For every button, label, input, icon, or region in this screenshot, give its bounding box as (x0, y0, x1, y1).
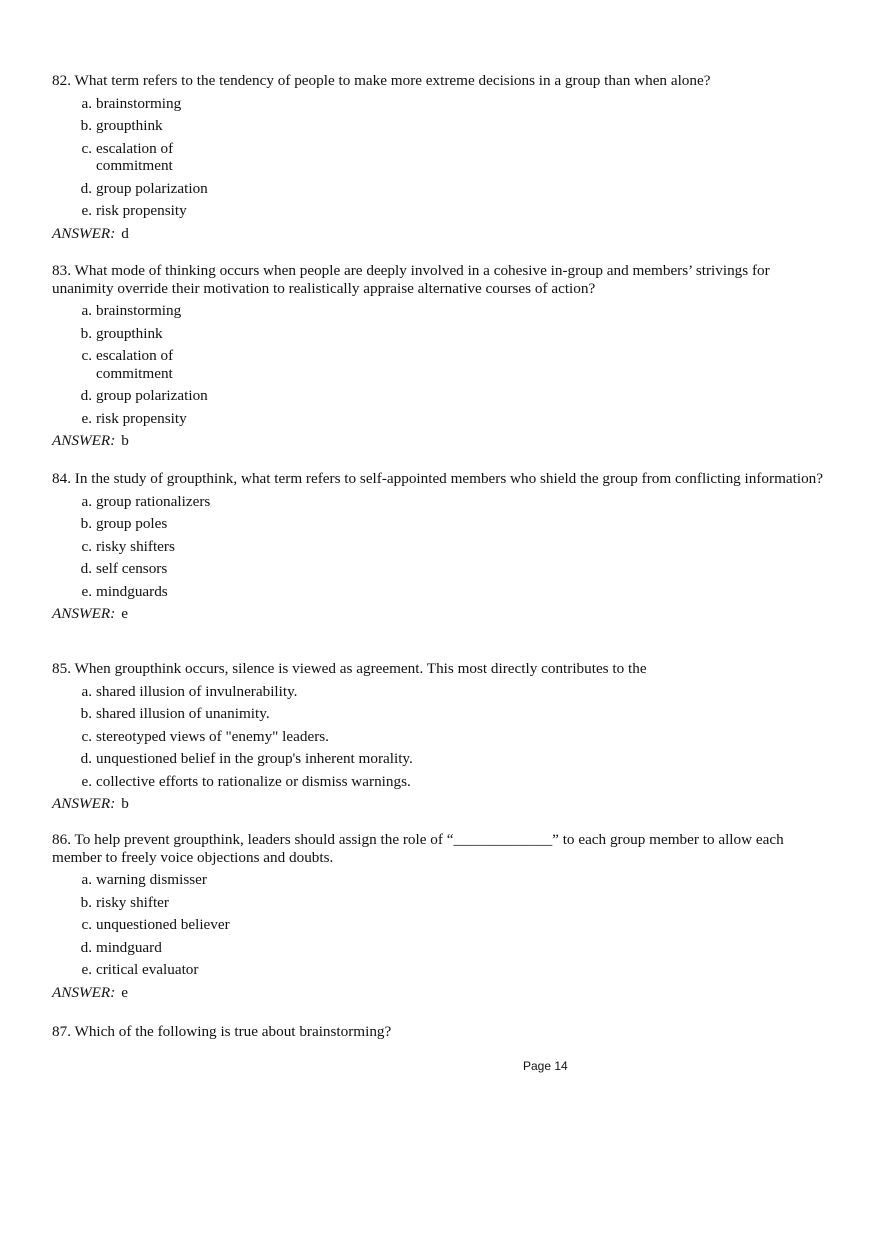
option-letter: e. (81, 409, 92, 427)
option-letter: b. (80, 117, 92, 134)
option-text: stereotyped views of "enemy" leaders. (96, 727, 329, 745)
option-letter: d. (80, 179, 92, 197)
option-text: group rationalizers (96, 492, 211, 510)
option-letter: b. (80, 705, 92, 722)
option-letter: d. (80, 560, 92, 577)
option-a (52, 493, 827, 511)
option-text: unquestioned believer (96, 916, 230, 933)
option-letter: e. (81, 202, 92, 219)
option-a (52, 302, 827, 320)
option-letter: c. (81, 139, 92, 157)
option-d (52, 560, 827, 578)
option-text: risky shifter (96, 893, 169, 911)
option-text: group polarization (96, 179, 208, 197)
answer-label: ANSWER: (52, 605, 116, 622)
option-e (52, 773, 827, 791)
option-a (52, 871, 827, 889)
answer-value: e (121, 983, 129, 1001)
option-text: risk propensity (96, 202, 187, 219)
option-letter: c. (81, 916, 92, 933)
answer-value: b (121, 432, 129, 449)
option-a (52, 95, 827, 113)
option-letter: a. (81, 302, 92, 319)
question-83 (52, 262, 827, 450)
option-text: shared illusion of unanimity. (96, 705, 270, 722)
option-letter: d. (80, 387, 92, 404)
option-c (52, 140, 827, 175)
option-text: groupthink (96, 117, 163, 134)
option-letter: d. (80, 938, 92, 956)
option-letter: a. (81, 492, 92, 510)
answer-options (52, 871, 827, 979)
answer-value: d (121, 224, 129, 242)
option-letter: e. (81, 961, 92, 978)
answer-label: ANSWER: (52, 224, 116, 242)
option-e (52, 202, 827, 220)
option-letter: e. (81, 772, 92, 790)
option-letter: a. (81, 871, 92, 888)
option-text: self censors (96, 560, 168, 577)
option-a (52, 683, 827, 701)
option-b (52, 117, 827, 135)
answer-line (52, 432, 827, 450)
option-letter: e. (81, 582, 92, 600)
option-letter: c. (81, 537, 92, 555)
option-e (52, 410, 827, 428)
answer-value: e (121, 605, 129, 622)
option-text: warning dismisser (96, 871, 207, 888)
option-c (52, 728, 827, 746)
option-text: shared illusion of invulnerability. (96, 682, 298, 700)
question-stem: 87. Which of the following is true about brainstorming? (52, 1023, 392, 1040)
question-84 (52, 470, 827, 623)
option-b (52, 894, 827, 912)
answer-options (52, 95, 827, 220)
answer-value: b (121, 795, 129, 812)
answer-options (52, 302, 827, 427)
question-stem: 85. When groupthink occurs, silence is viewed as agreement. This most directly contributes to the (52, 660, 647, 677)
answer-label: ANSWER: (52, 983, 116, 1001)
option-letter: d. (80, 750, 92, 767)
question-85 (52, 660, 827, 813)
option-letter: b. (80, 324, 92, 342)
option-b (52, 515, 827, 533)
question-stem: 82. What term refers to the tendency of people to make more extreme decisions in a group than when alone? (52, 72, 711, 89)
option-letter: c. (81, 347, 92, 364)
answer-label: ANSWER: (52, 795, 116, 812)
answer-line (52, 225, 827, 243)
option-d (52, 180, 827, 198)
answer-options (52, 493, 827, 601)
option-letter: a. (81, 94, 92, 112)
option-text: unquestioned belief in the group's inherent morality. (96, 750, 413, 767)
option-text: escalation of commitment (96, 139, 174, 174)
option-text: groupthink (96, 324, 163, 342)
option-c (52, 347, 827, 382)
answer-line (52, 984, 827, 1002)
option-letter: b. (80, 515, 92, 532)
answer-options (52, 683, 827, 791)
option-text: group poles (96, 515, 168, 532)
option-e (52, 961, 827, 979)
option-letter: b. (80, 893, 92, 911)
question-87 (52, 1023, 827, 1041)
option-text: mindguards (96, 582, 168, 600)
option-text: critical evaluator (96, 961, 199, 978)
option-text: risk propensity (96, 409, 187, 427)
option-d (52, 750, 827, 768)
option-c (52, 916, 827, 934)
option-letter: a. (81, 682, 92, 700)
option-b (52, 705, 827, 723)
option-e (52, 583, 827, 601)
option-d (52, 387, 827, 405)
question-stem: 84. In the study of groupthink, what term refers to self-appointed members who shield the group from conflicting information? (52, 470, 824, 487)
option-text: brainstorming (96, 302, 182, 319)
option-c (52, 538, 827, 556)
option-d (52, 939, 827, 957)
option-letter: c. (81, 727, 92, 745)
option-b (52, 325, 827, 343)
question-stem: 83. What mode of thinking occurs when people are deeply involved in a cohesive in-group and members’ strivings for unanimity override their motivation to realistically appraise alternative courses of action? (52, 262, 770, 297)
option-text: collective efforts to rationalize or dismiss warnings. (96, 772, 411, 790)
answer-label: ANSWER: (52, 432, 116, 449)
answer-line (52, 795, 827, 813)
option-text: escalation of commitment (96, 347, 174, 382)
question-82 (52, 72, 827, 242)
answer-line (52, 605, 827, 623)
option-text: risky shifters (96, 537, 175, 555)
option-text: mindguard (96, 938, 162, 956)
option-text: group polarization (96, 387, 208, 404)
page-number: Page 14 (523, 1059, 568, 1073)
question-stem: 86. To help prevent groupthink, leaders should assign the role of “_____________” to each group member to allow each member to freely voice objections and doubts. (52, 831, 784, 866)
question-86 (52, 831, 827, 1001)
option-text: brainstorming (96, 94, 182, 112)
